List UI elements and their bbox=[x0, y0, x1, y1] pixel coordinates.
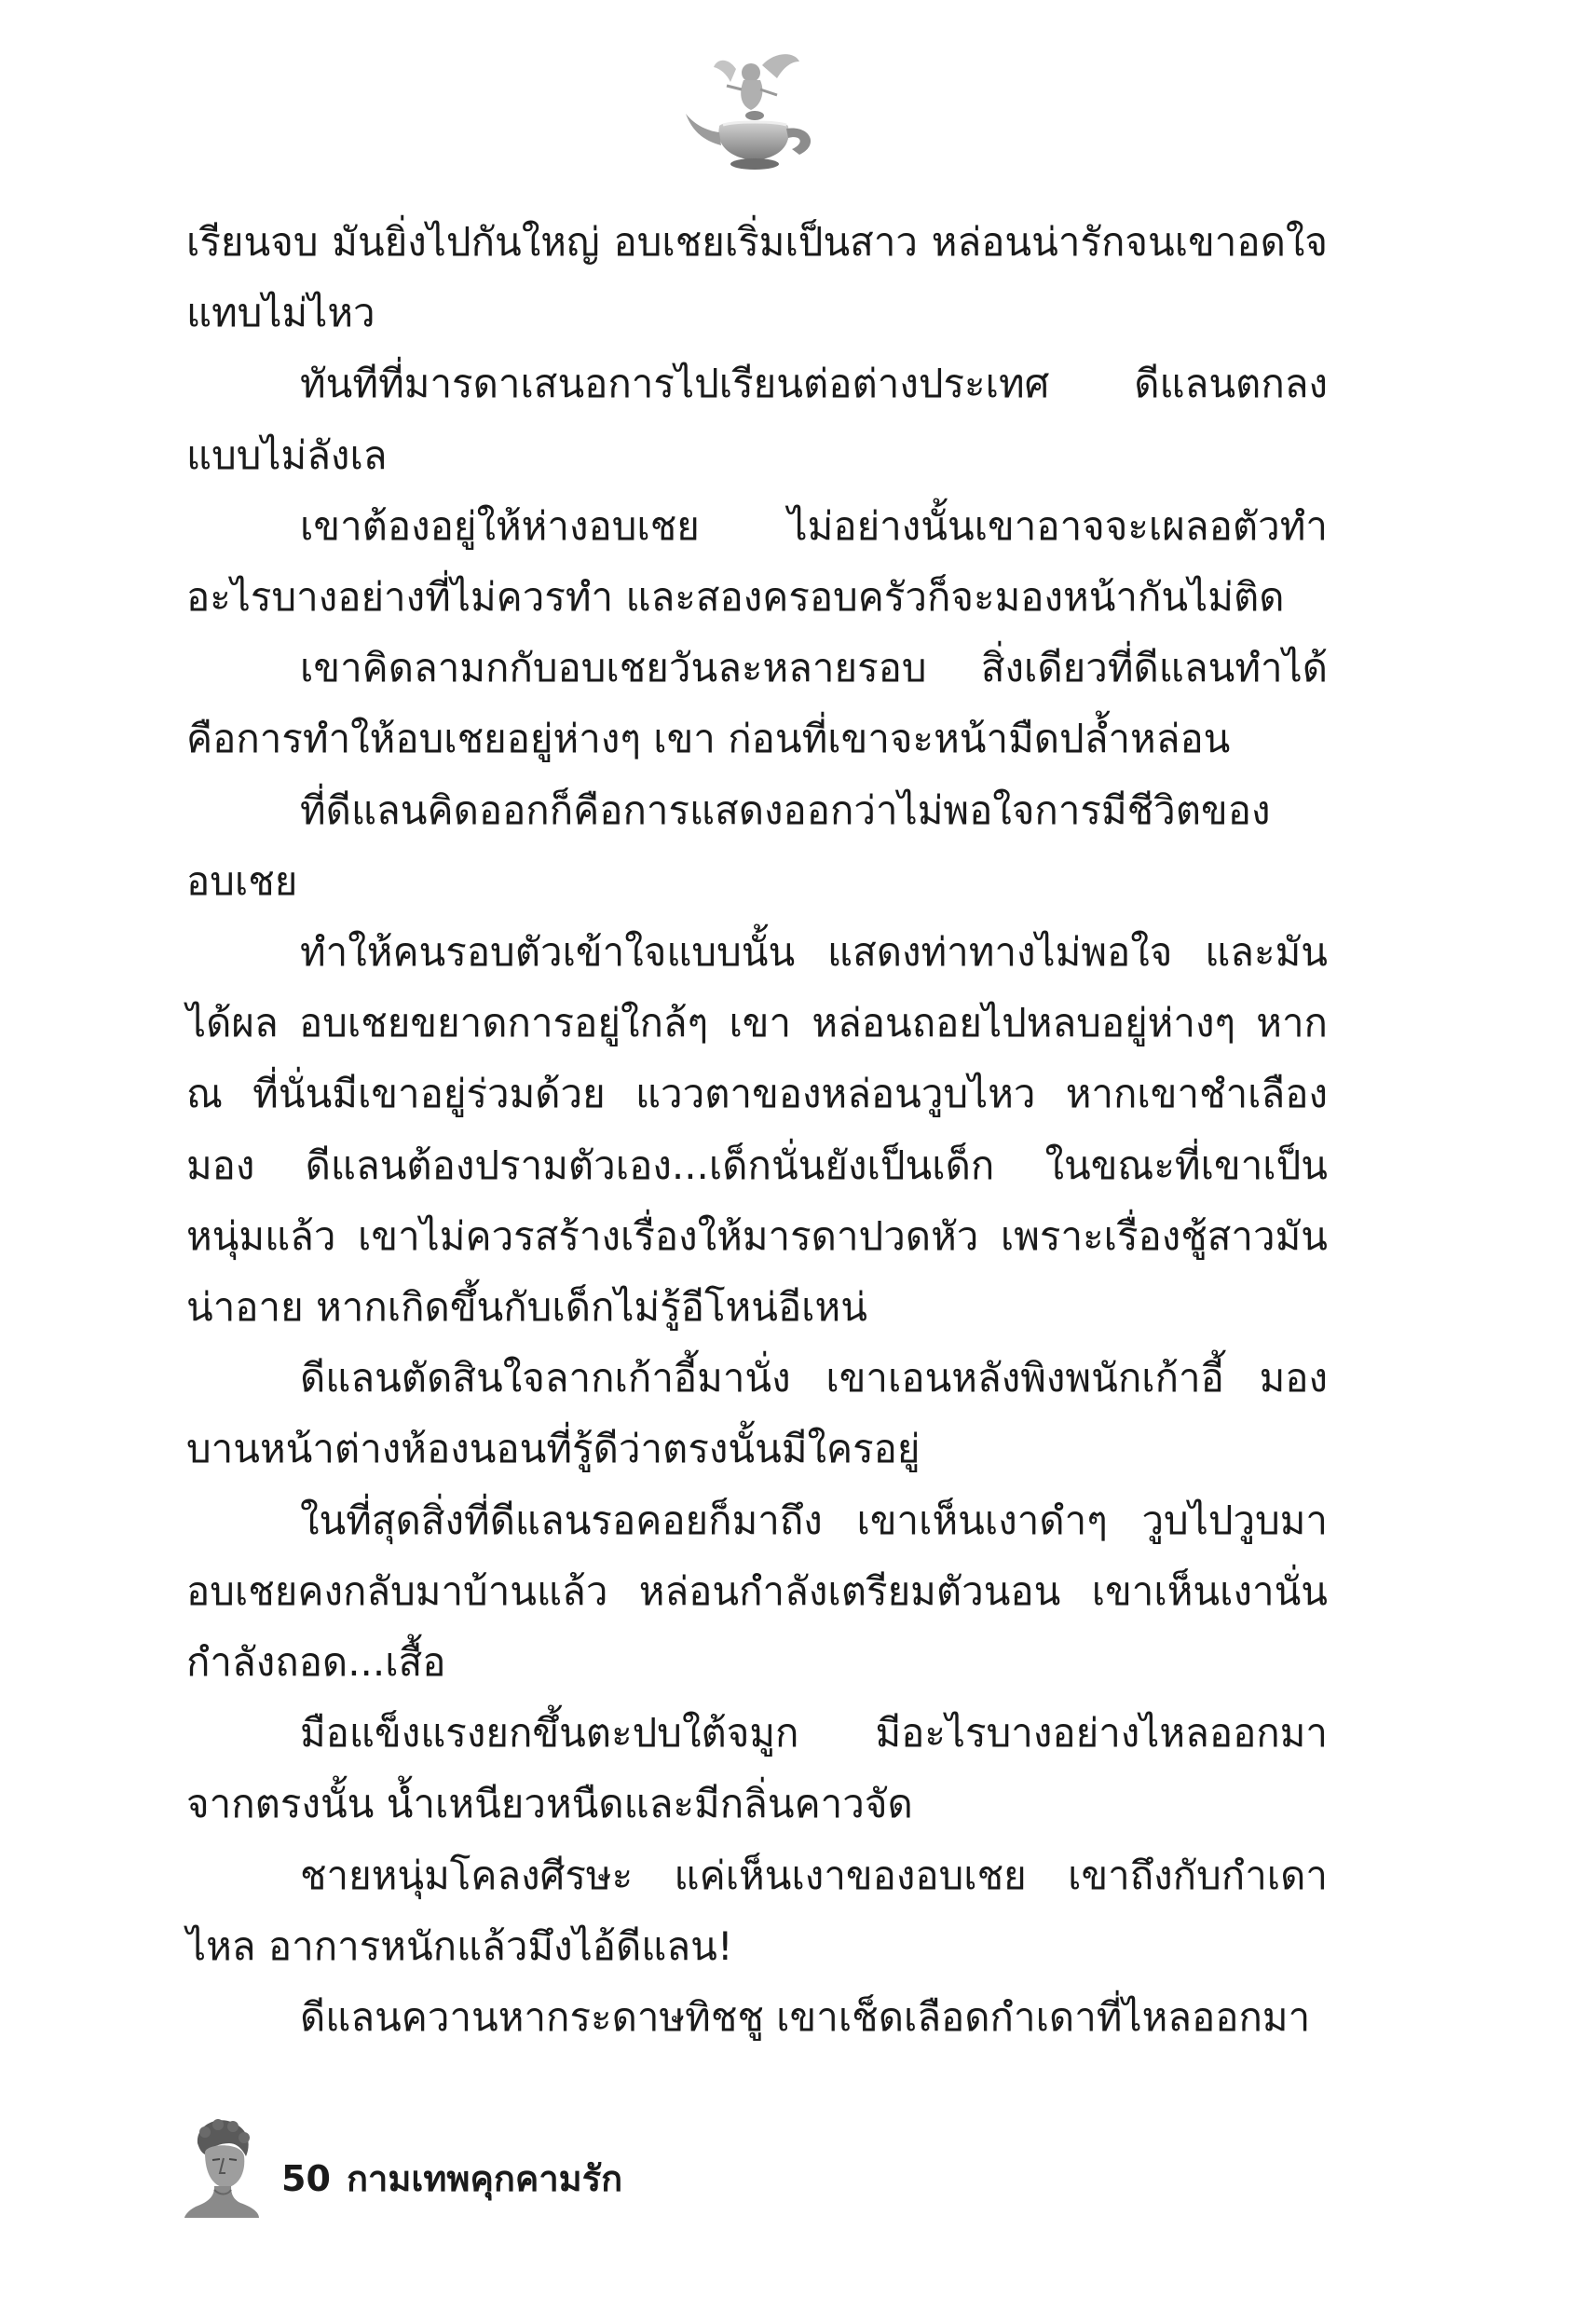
paragraph: ดีแลนตัดสินใจลากเก้าอี้มานั่ง เขาเอนหลังพิงพนักเก้าอี้ มองบานหน้าต่างห้องนอนที่รู้ดีว่าตรงนั้นมีใครอยู่ bbox=[186, 1355, 1328, 1472]
book-title: กามเทพคุกคามรัก bbox=[347, 2158, 623, 2199]
paragraph: ชายหนุ่มโคลงศีรษะ แค่เห็นเงาของอบเชย เขาถึงกับกำเดาไหล อาการหนักแล้วมึงไอ้ดีแลน! bbox=[186, 1852, 1328, 1969]
paragraph: ทำให้คนรอบตัวเข้าใจแบบนั้น แสดงท่าทางไม่พอใจ และมันได้ผล อบเชยขยาดการอยู่ใกล้ๆ เขา หล่อนถอยไปหลบอยู่ห่างๆ หาก ณ ที่นั่นมีเขาอยู่ร่วมด้วย แววตาของหล่อนวูบไหว หากเขาชำเลืองมอง ดีแลนต้องปรามตัวเอง...เด็กนั่นยังเป็นเด็ก ในขณะที่เขาเป็นหนุ่มแล้ว เขาไม่ควรสร้างเรื่องให้มารดาปวดหัว เพราะเรื่องชู้สาวมันน่าอาย หากเกิดขึ้นกับเด็กไม่รู้อีโหน่อีเหน่ bbox=[186, 929, 1328, 1331]
cupid-teapot-ornament-icon bbox=[680, 48, 829, 188]
statue-bust-icon bbox=[177, 2115, 266, 2218]
paragraph: ในที่สุดสิ่งที่ดีแลนรอคอยก็มาถึง เขาเห็นเงาดำๆ วูบไปวูบมา อบเชยคงกลับมาบ้านแล้ว หล่อนกำลังเตรียมตัวนอน เขาเห็นเงานั่นกำลังถอด...เสื้อ bbox=[186, 1497, 1328, 1686]
paragraph: มือแข็งแรงยกขึ้นตะปบใต้จมูก มีอะไรบางอย่างไหลออกมาจากตรงนั้น น้ำเหนียวหนืดและมีกลิ่นคาวจัด bbox=[186, 1710, 1328, 1827]
page-number: 50 bbox=[281, 2158, 331, 2199]
paragraph: เรียนจบ มันยิ่งไปกันใหญ่ อบเชยเริ่มเป็นสาว หล่อนน่ารักจนเขาอดใจแทบไม่ไหว bbox=[186, 219, 1328, 336]
paragraph: ที่ดีแลนคิดออกก็คือการแสดงออกว่าไม่พอใจการมีชีวิตของอบเชย bbox=[186, 786, 1271, 904]
paragraph: เขาต้องอยู่ให้ห่างอบเชย ไม่อย่างนั้นเขาอาจจะเผลอตัวทำอะไรบางอย่างที่ไม่ควรทำ และสองครอบครัวก็จะมองหน้ากันไม่ติด bbox=[186, 502, 1328, 621]
paragraph: ทันทีที่มารดาเสนอการไปเรียนต่อต่างประเทศ ดีแลนตกลงแบบไม่ลังเล bbox=[186, 361, 1328, 478]
paragraph: เขาคิดลามกกับอบเชยวันละหลายรอบ สิ่งเดียวที่ดีแลนทำได้คือการทำให้อบเชยอยู่ห่างๆ เขา ก่อนที่เขาจะหน้ามืดปล้ำหล่อน bbox=[186, 645, 1328, 762]
body-text bbox=[186, 207, 1328, 2053]
page-footer bbox=[177, 2115, 1109, 2218]
paragraph: ดีแลนควานหากระดาษทิชชู เขาเช็ดเลือดกำเดาที่ไหลออกมา bbox=[300, 1994, 1311, 2041]
